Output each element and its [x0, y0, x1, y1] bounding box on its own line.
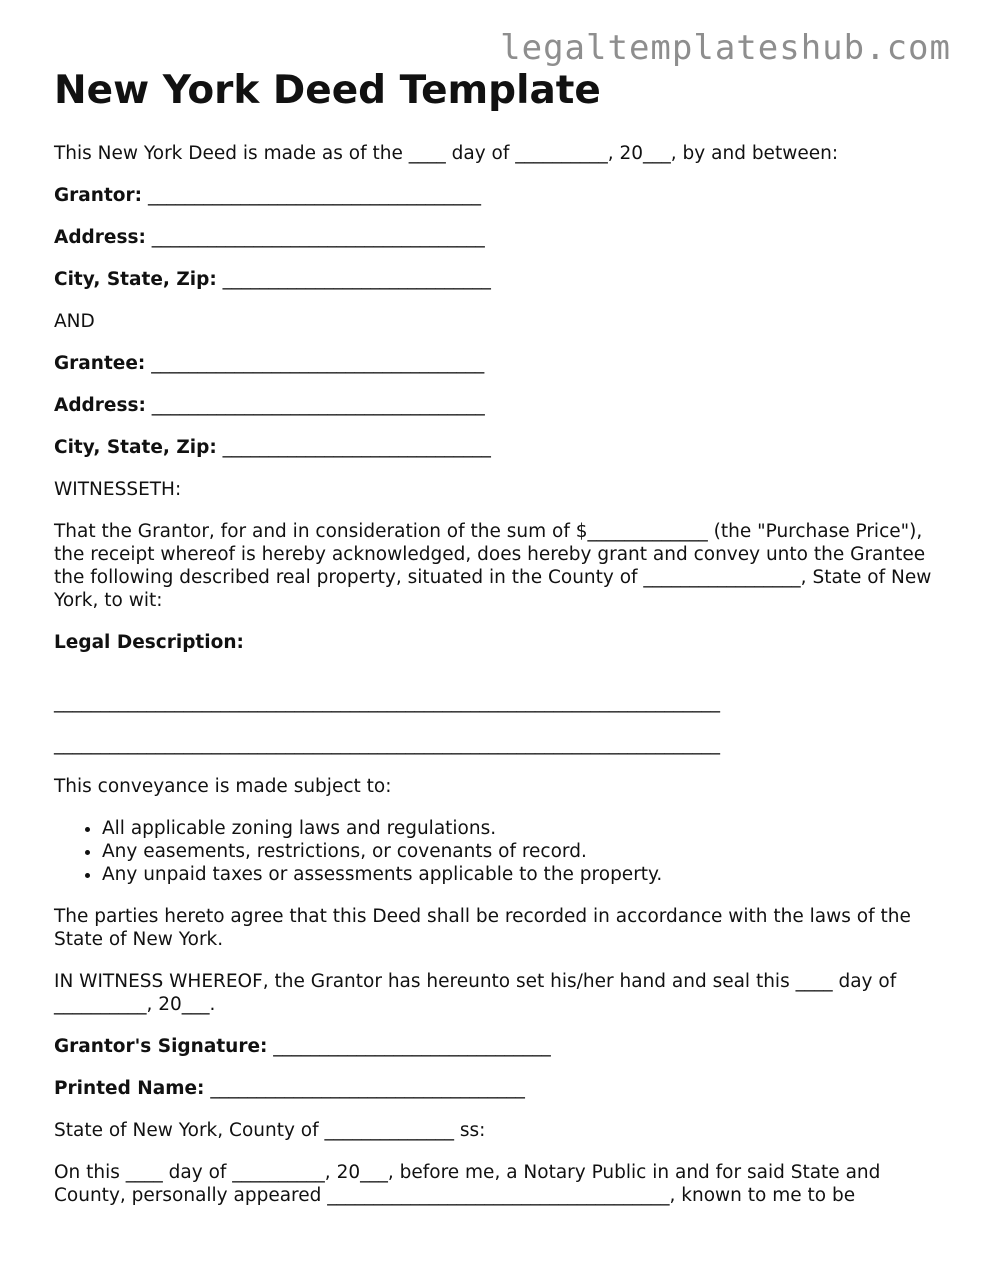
conditions-list	[54, 817, 934, 886]
spacer	[54, 673, 934, 691]
printed-name-row	[54, 1077, 934, 1100]
grantor-address-blank: ____________________________________	[151, 227, 485, 248]
grantor-address-row	[54, 226, 934, 249]
grantor-name-blank: ____________________________________	[147, 185, 481, 206]
watermark: legaltemplateshub.com	[500, 28, 951, 68]
grantor-city-row	[54, 268, 934, 291]
in-witness-paragraph: IN WITNESS WHEREOF, the Grantor has hereunto set his/her hand and seal this ____ day of __________, 20___.	[54, 971, 897, 1015]
grantee-address-blank: ____________________________________	[151, 395, 485, 416]
legal-description-label	[54, 631, 934, 654]
legal-description-line: ________________________________________________________________________	[54, 734, 720, 755]
grantor-name-label: Grantor:	[54, 185, 143, 206]
grantor-address-label: Address:	[54, 227, 146, 248]
grantor-city-label: City, State, Zip:	[54, 269, 217, 290]
grantor-name-row	[54, 184, 934, 207]
grantee-address-label: Address:	[54, 395, 146, 416]
grantor-city-blank: _____________________________	[222, 269, 491, 290]
grantee-name-row	[54, 352, 934, 375]
grantee-name-label: Grantee:	[54, 353, 146, 374]
deed-body	[54, 142, 934, 1226]
intro-paragraph: This New York Deed is made as of the ____ day of __________, 20___, by and between:	[54, 143, 839, 164]
witnesseth-heading: WITNESSETH:	[54, 479, 182, 500]
grantor-signature-blank: ______________________________	[273, 1036, 551, 1057]
grantee-city-blank: _____________________________	[222, 437, 491, 458]
notary-paragraph: On this ____ day of __________, 20___, before me, a Notary Public in and for said State and County, personally appeared _____________________________________, known to me to be	[54, 1162, 881, 1206]
grantee-city-label: City, State, Zip:	[54, 437, 217, 458]
printed-name-label: Printed Name:	[54, 1078, 205, 1099]
and-text: AND	[54, 311, 95, 332]
list-item: • Any unpaid taxes or assessments applicable to the property.	[102, 863, 934, 886]
legal-description-lines	[54, 691, 934, 756]
grantor-signature-label: Grantor's Signature:	[54, 1036, 268, 1057]
page-title: New York Deed Template	[54, 68, 601, 113]
list-item: • All applicable zoning laws and regulations.	[102, 817, 934, 840]
grantee-address-row	[54, 394, 934, 417]
legal-description-line: ________________________________________________________________________	[54, 692, 720, 713]
grantee-city-row	[54, 436, 934, 459]
list-item: • Any easements, restrictions, or covenants of record.	[102, 840, 934, 863]
recording-paragraph: The parties hereto agree that this Deed shall be recorded in accordance with the laws of the State of New York.	[54, 906, 911, 950]
state-county-line: State of New York, County of ______________ ss:	[54, 1120, 486, 1141]
grantee-name-blank: ____________________________________	[151, 353, 485, 374]
printed-name-blank: __________________________________	[210, 1078, 525, 1099]
subject-to-text: This conveyance is made subject to:	[54, 776, 392, 797]
grantor-signature-row	[54, 1035, 934, 1058]
legal-description-label-text: Legal Description:	[54, 632, 244, 653]
consideration-paragraph: That the Grantor, for and in consideration of the sum of $_____________ (the "Purchase Price"), the receipt whereof is hereby acknowledged, does hereby grant and convey unto the Grantee the following described real property, situated in the County of _________________, State of New York, to wit:	[54, 521, 932, 611]
